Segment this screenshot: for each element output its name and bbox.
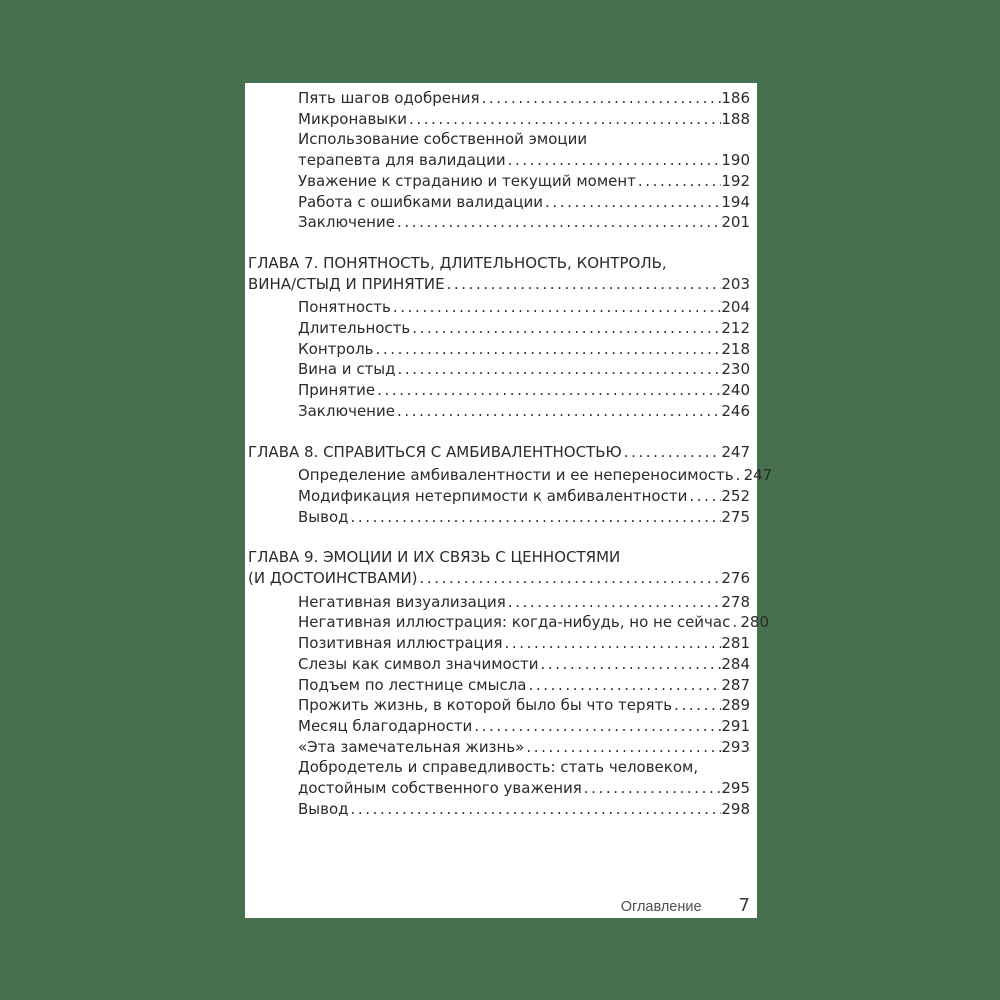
toc-item-line (298, 297, 750, 318)
dot-leader (505, 633, 722, 654)
entry-page-number: 278 (721, 592, 750, 611)
toc-item (298, 695, 750, 716)
chapter-heading-line (248, 547, 750, 568)
toc-item (298, 109, 750, 130)
entry-title: достойным собственного уважения (298, 779, 582, 798)
toc-item (298, 339, 750, 360)
dot-leader (351, 507, 722, 528)
entry-title: Заключение (298, 213, 395, 232)
entry-title: Работа с ошибками валидации (298, 192, 544, 211)
entry-page-number: 298 (721, 799, 750, 818)
toc-item-line (298, 109, 750, 130)
entry-title: Принятие (298, 381, 376, 400)
toc-item-line (298, 486, 750, 507)
toc-item (298, 716, 750, 737)
entry-page-number: 293 (721, 737, 750, 756)
dot-leader (398, 359, 722, 380)
entry-title: Уважение к страданию и текущий момент (298, 171, 636, 190)
toc-item-line (298, 507, 750, 528)
dot-leader (351, 799, 722, 820)
toc-items (248, 465, 773, 527)
entry-title: Контроль (298, 339, 374, 358)
dot-leader (584, 778, 722, 799)
dot-leader (732, 612, 740, 633)
entry-page-number: 201 (721, 213, 750, 232)
entry-title: ГЛАВА 9. ЭМОЦИИ И ИХ СВЯЗЬ С ЦЕННОСТЯМИ (248, 548, 621, 567)
dot-leader (412, 318, 721, 339)
entry-page-number: 295 (721, 779, 750, 798)
dot-leader (529, 675, 722, 696)
toc-item (298, 465, 773, 486)
entry-page-number: 252 (721, 486, 750, 505)
entry-page-number: 280 (740, 613, 769, 632)
entry-page-number: 203 (721, 274, 750, 293)
entry-title: Слезы как символ значимости (298, 654, 539, 673)
toc-item-line (298, 318, 750, 339)
toc-item (298, 675, 750, 696)
entry-page-number: 284 (721, 654, 750, 673)
dot-leader (376, 339, 722, 360)
toc-item-line (298, 592, 750, 613)
toc-item (298, 507, 750, 528)
entry-title: Месяц благодарности (298, 716, 473, 735)
entry-title: ГЛАВА 7. ПОНЯТНОСТЬ, ДЛИТЕЛЬНОСТЬ, КОНТРОЛЬ, (248, 253, 667, 272)
dot-leader (377, 380, 721, 401)
toc-items (248, 592, 769, 820)
entry-title: Заключение (298, 401, 395, 420)
chapter-heading-line (248, 568, 750, 589)
dot-leader (397, 212, 721, 233)
entry-page-number: 276 (721, 569, 750, 588)
entry-page-number: 289 (721, 696, 750, 715)
entry-title: Определение амбивалентности и ее непереносимость (298, 466, 734, 485)
toc-item (298, 380, 750, 401)
toc-item (298, 799, 750, 820)
toc-item-line (298, 737, 750, 758)
page-footer (621, 895, 750, 916)
entry-page-number: 212 (721, 319, 750, 338)
chapter-heading-line (248, 442, 750, 463)
dot-leader (508, 150, 722, 171)
toc-item-line (298, 654, 750, 675)
toc-item-line (298, 778, 750, 799)
entry-title: Негативная иллюстрация: когда-нибудь, но не сейчас (298, 613, 731, 632)
dot-leader (420, 568, 722, 589)
table-of-contents (245, 83, 773, 820)
toc-item (298, 359, 750, 380)
toc-item-line (298, 129, 750, 150)
entry-title: Использование собственной эмоции (298, 130, 588, 149)
toc-item (298, 88, 750, 109)
toc-item-line (298, 339, 750, 360)
toc-item-line (298, 465, 773, 486)
entry-page-number: 186 (721, 89, 750, 107)
toc-item-line (298, 716, 750, 737)
dot-leader (397, 401, 721, 422)
entry-title: Длительность (298, 319, 411, 338)
entry-title: Прожить жизнь, в которой было бы что терять (298, 696, 673, 715)
toc-items (248, 297, 750, 421)
chapter-heading (248, 253, 750, 294)
toc-item-line (298, 757, 750, 778)
dot-leader (545, 192, 721, 213)
dot-leader (482, 88, 722, 109)
entry-title: Модификация нетерпимости к амбивалентности (298, 486, 688, 505)
entry-page-number: 190 (721, 151, 750, 170)
toc-item-line (298, 88, 750, 109)
entry-page-number: 247 (721, 442, 750, 461)
entry-page-number: 204 (721, 298, 750, 317)
toc-item (298, 757, 750, 798)
toc-item-line (298, 192, 750, 213)
entry-title: терапевта для валидации (298, 151, 506, 170)
dot-leader (674, 695, 721, 716)
toc-item (298, 297, 750, 318)
toc-item (298, 612, 769, 633)
entry-title: Позитивная иллюстрация (298, 634, 503, 653)
dot-leader (393, 297, 722, 318)
toc-section (248, 442, 773, 528)
chapter-heading (248, 547, 750, 588)
toc-item (298, 486, 750, 507)
toc-item-line (298, 799, 750, 820)
entry-title: Понятность (298, 298, 391, 317)
toc-item-line (298, 359, 750, 380)
entry-title: Пять шагов одобрения (298, 89, 480, 107)
entry-page-number: 291 (721, 716, 750, 735)
dot-leader (689, 486, 721, 507)
toc-section (248, 547, 769, 819)
entry-page-number: 230 (721, 360, 750, 379)
toc-item-line (298, 401, 750, 422)
toc-item-line (298, 675, 750, 696)
entry-page-number: 281 (721, 634, 750, 653)
toc-item (298, 592, 750, 613)
toc-item-line (298, 380, 750, 401)
entry-title: Добродетель и справедливость: стать человеком, (298, 758, 699, 777)
entry-page-number: 194 (721, 192, 750, 211)
entry-title: Вина и стыд (298, 360, 396, 379)
entry-page-number: 247 (743, 466, 773, 485)
toc-item (298, 192, 750, 213)
entry-page-number: 218 (721, 339, 750, 358)
toc-item (298, 401, 750, 422)
dot-leader (638, 171, 721, 192)
entry-title: «Эта замечательная жизнь» (298, 737, 525, 756)
footer-section-label: Оглавление (620, 899, 702, 915)
toc-item-line (298, 633, 750, 654)
dot-leader (409, 109, 721, 130)
entry-title: Подъем по лестнице смысла (298, 675, 527, 694)
footer-page-number: 7 (738, 895, 750, 916)
chapter-heading-line (248, 253, 750, 274)
toc-item (298, 318, 750, 339)
entry-title: Негативная визуализация (298, 592, 506, 611)
entry-page-number: 275 (721, 507, 750, 526)
chapter-heading (248, 442, 750, 463)
toc-item (298, 737, 750, 758)
entry-page-number: 246 (721, 401, 750, 420)
toc-item (298, 129, 750, 170)
toc-items (248, 88, 750, 233)
entry-title: Вывод (298, 507, 349, 526)
toc-section (248, 253, 750, 422)
dot-leader (624, 442, 722, 463)
toc-item-line (298, 212, 750, 233)
toc-item (298, 654, 750, 675)
dot-leader (526, 737, 721, 758)
toc-item-line (298, 150, 750, 171)
dot-leader (540, 654, 721, 675)
toc-item-line (298, 695, 750, 716)
entry-page-number: 240 (721, 381, 750, 400)
entry-page-number: 192 (721, 171, 750, 190)
dot-leader (736, 465, 744, 486)
entry-title: Вывод (298, 799, 349, 818)
entry-page-number: 287 (721, 675, 750, 694)
toc-item (298, 633, 750, 654)
toc-item-line (298, 612, 769, 633)
toc-item (298, 212, 750, 233)
entry-page-number: 188 (721, 109, 750, 128)
toc-page (245, 83, 773, 918)
toc-section (248, 88, 750, 233)
entry-title: ГЛАВА 8. СПРАВИТЬСЯ С АМБИВАЛЕНТНОСТЬЮ (248, 442, 622, 461)
entry-title: ВИНА/СТЫД И ПРИНЯТИЕ (248, 274, 445, 293)
dot-leader (474, 716, 721, 737)
chapter-heading-line (248, 274, 750, 295)
dot-leader (508, 592, 722, 613)
toc-item-line (298, 171, 750, 192)
entry-title: Микронавыки (298, 109, 407, 128)
entry-title: (И ДОСТОИНСТВАМИ) (248, 569, 418, 588)
dot-leader (447, 274, 722, 295)
toc-item (298, 171, 750, 192)
